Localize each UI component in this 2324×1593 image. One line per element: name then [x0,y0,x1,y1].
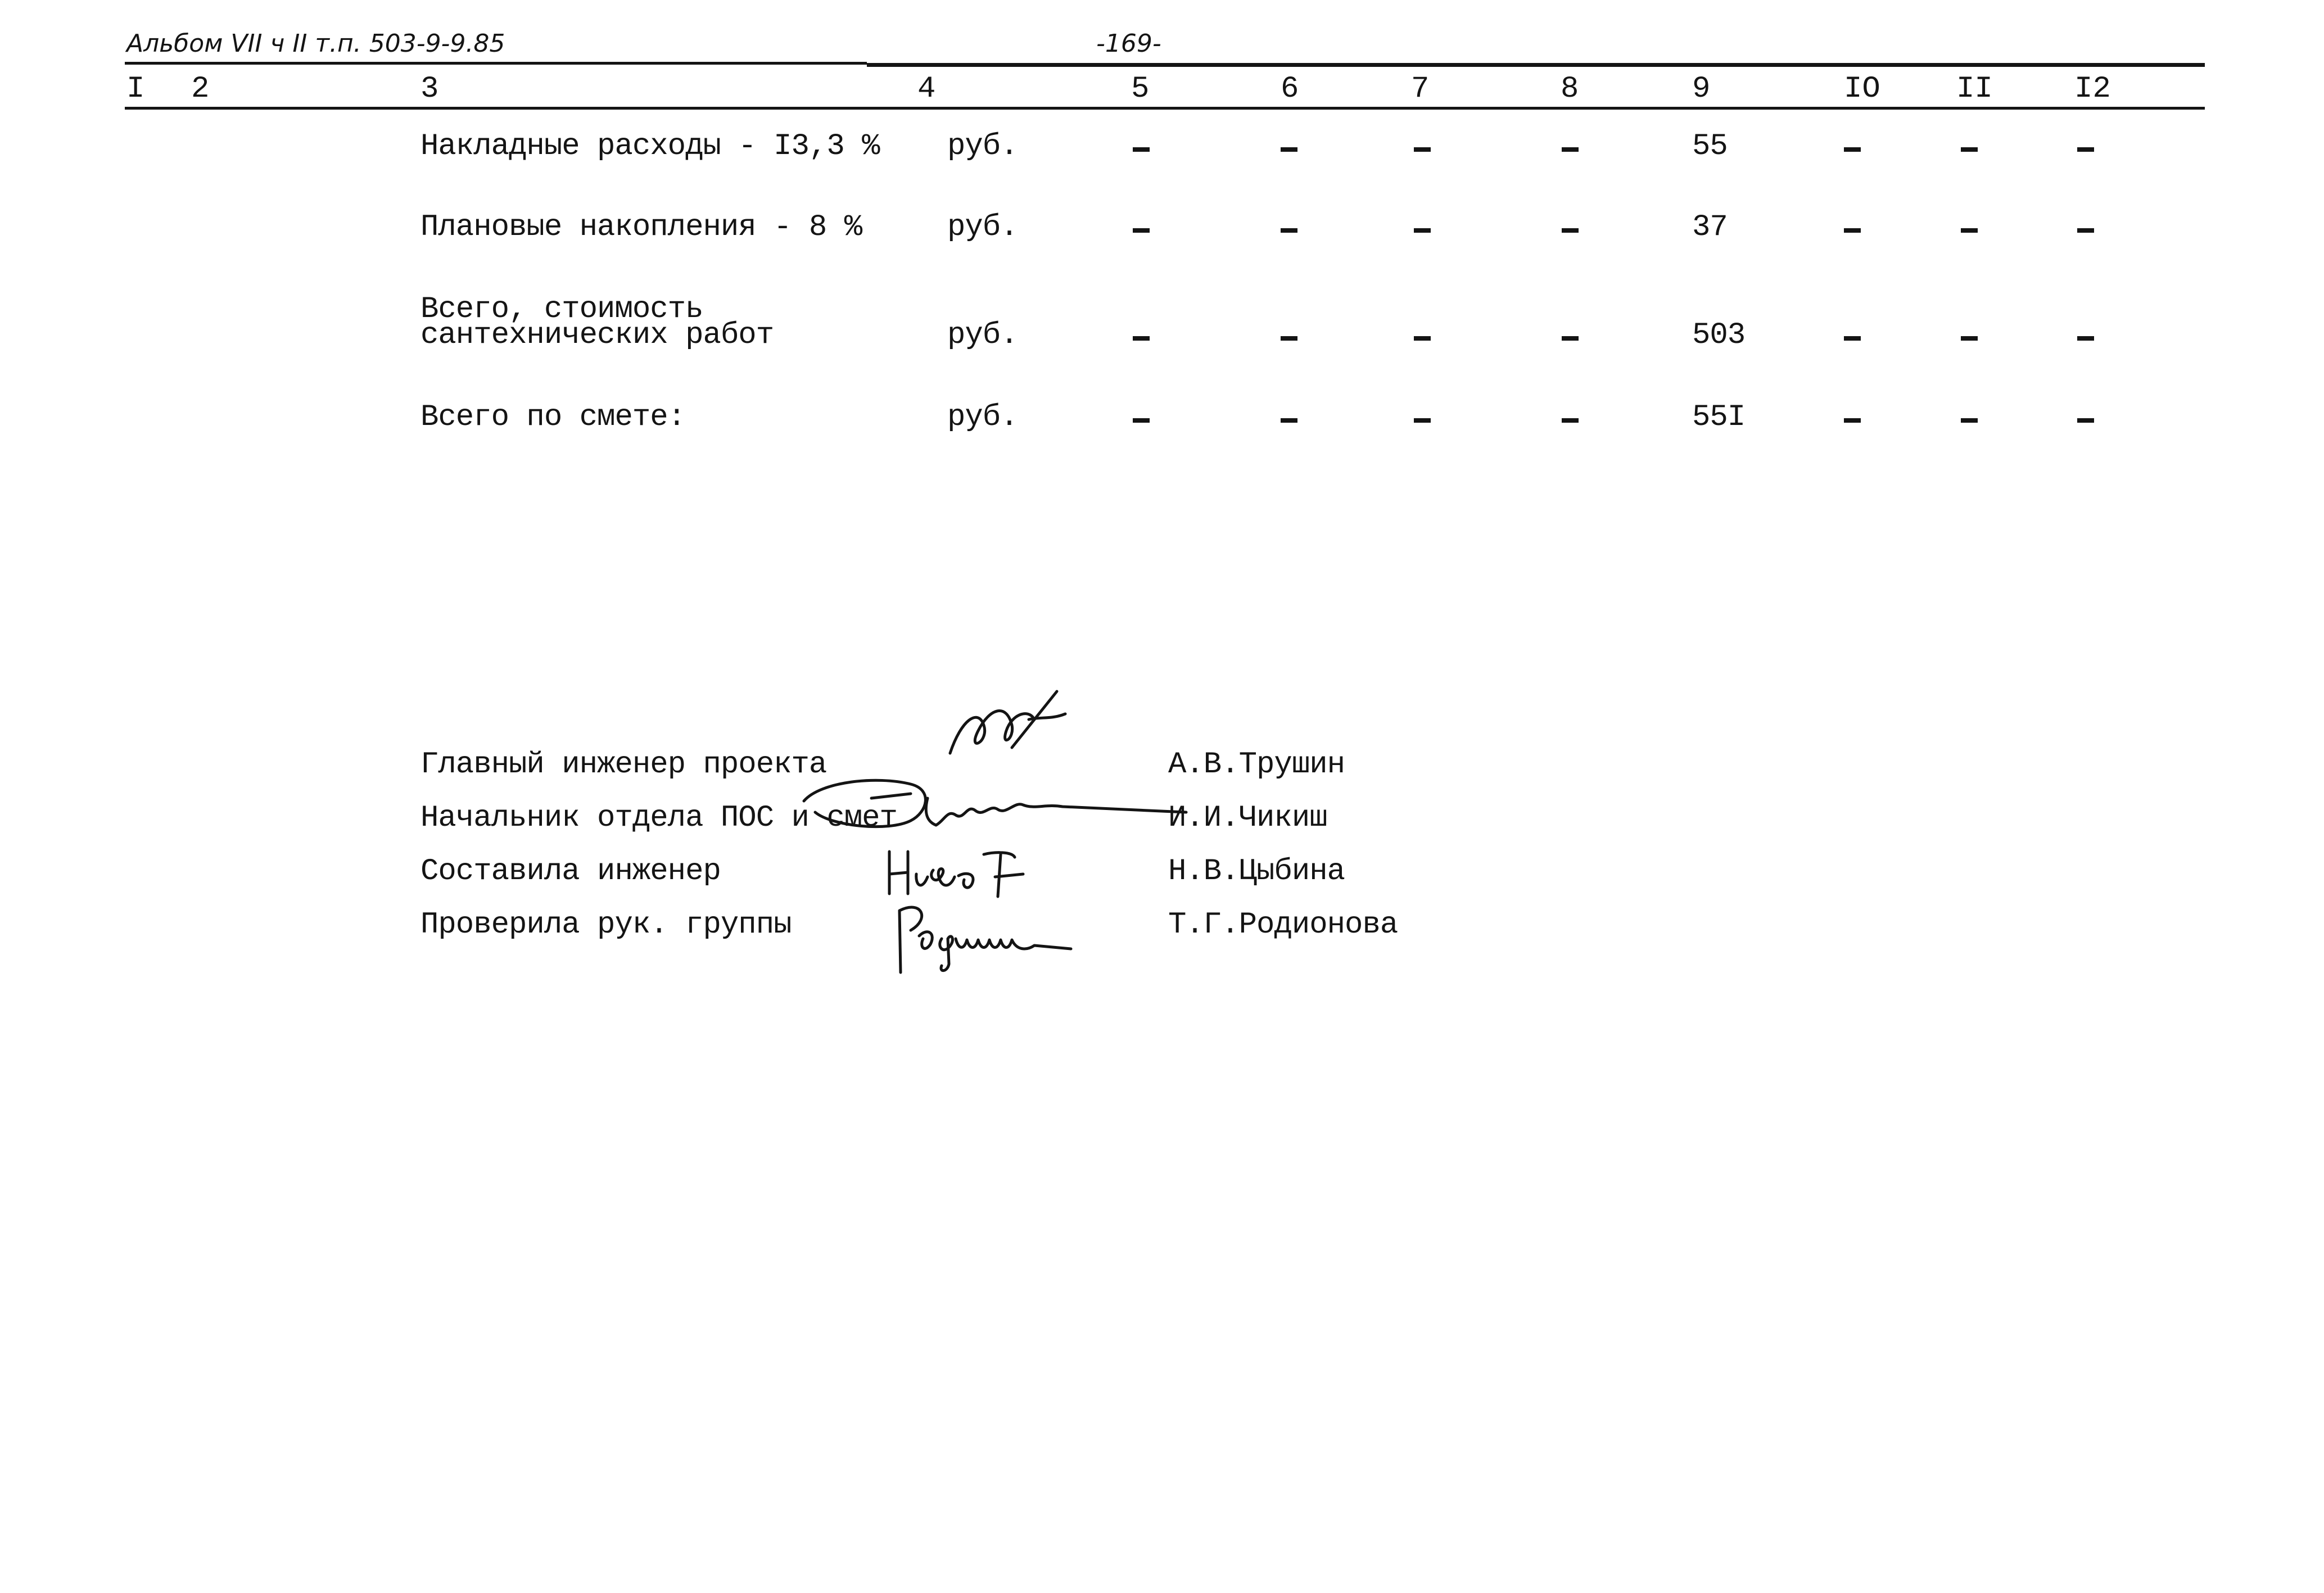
dash-col6 [1281,336,1297,341]
dash-col10 [1844,336,1861,341]
dash-col10 [1844,418,1861,423]
signatory-name: А.В.Трушин [1168,748,1345,782]
col-num-12: I2 [2074,72,2111,106]
col-num-7: 7 [1411,72,1430,106]
dash-col11 [1961,418,1978,423]
dash-col12 [2077,418,2094,423]
dash-col8 [1562,418,1579,423]
row-label: Накладные расходы - I3,3 % [421,129,880,164]
col-num-10: IO [1844,72,1880,106]
dash-col5 [1133,336,1150,341]
dash-col10 [1844,228,1861,233]
col-num-11: II [1956,72,1993,106]
dash-col7 [1414,228,1431,233]
album-reference: Альбом VII ч II т.п. 503-9-9.85 [126,29,505,58]
dash-col10 [1844,147,1861,152]
col-num-5: 5 [1131,72,1150,106]
row-unit: руб. [947,318,1018,352]
col-num-1: I [126,72,145,106]
dash-col6 [1281,418,1297,423]
signatory-title: Составила инженер [421,854,721,889]
signatory-title: Начальник отдела ПОС и смет [421,801,897,835]
dash-col5 [1133,418,1150,423]
dash-col7 [1414,147,1431,152]
row-value-col9: 55 [1692,129,1728,164]
dash-col8 [1562,336,1579,341]
dash-col11 [1961,336,1978,341]
row-value-col9: 55I [1692,400,1746,435]
signatory-name: Н.В.Цыбина [1168,854,1345,889]
signatory-title: Проверила рук. группы [421,908,792,942]
dash-col7 [1414,336,1431,341]
table-top-rule [867,63,2205,67]
dash-col11 [1961,147,1978,152]
dash-col12 [2077,336,2094,341]
dash-col8 [1562,147,1579,152]
row-label: Плановые накопления - 8 % [421,210,862,245]
col-num-6: 6 [1281,72,1299,106]
col-num-3: 3 [421,72,439,106]
dash-col7 [1414,418,1431,423]
dash-col12 [2077,147,2094,152]
row-label: Всего по смете: [421,400,686,435]
dash-col6 [1281,228,1297,233]
row-label-line2: сантехнических работ [421,318,774,352]
header-underline-left [125,62,867,65]
dash-col8 [1562,228,1579,233]
dash-col5 [1133,147,1150,152]
page-number: -169- [1096,29,1161,58]
row-value-col9: 503 [1692,318,1746,352]
row-unit: руб. [947,400,1018,435]
dash-col12 [2077,228,2094,233]
signatory-title: Главный инженер проекта [421,748,827,782]
dash-col11 [1961,228,1978,233]
col-num-2: 2 [191,72,210,106]
row-unit: руб. [947,129,1018,164]
col-num-8: 8 [1561,72,1579,106]
col-num-9: 9 [1692,72,1711,106]
row-label-line1: Всего, стоимость [421,292,703,327]
dash-col5 [1133,228,1150,233]
row-unit: руб. [947,210,1018,245]
signature-reviewer [888,894,1079,978]
signatory-name: Т.Г.Родионова [1168,908,1398,942]
dash-col6 [1281,147,1297,152]
signature-dept-head [798,759,1203,838]
signatory-name: И.И.Чикиш [1168,801,1327,835]
col-num-4: 4 [917,72,936,106]
row-value-col9: 37 [1692,210,1728,245]
column-numbers-underline [125,107,2205,110]
